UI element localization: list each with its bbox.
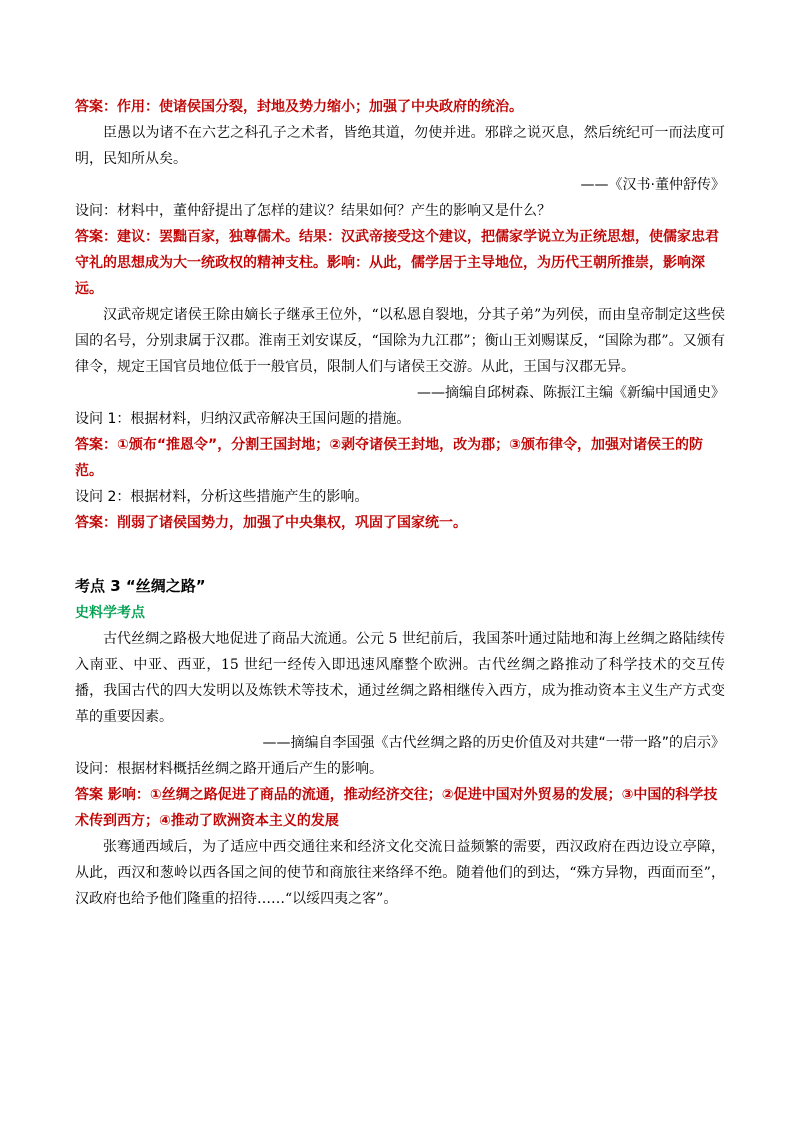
section-heading: 考点 3 “丝绸之路” [75, 577, 206, 595]
source-3: ——摘编自李国强《古代丝绸之路的历史价值及对共建“一带一路”的启示》 [262, 735, 725, 751]
material-3: 古代丝绸之路极大地促进了商品大流通。公元 5 世纪前后，我国茶叶通过陆地和海上丝绸之路陆续传入南亚、中亚、西亚，15 世纪一经传入即迅速风靡整个欧洲。古代丝绸之路推动了科学技术的交互传播，我国古代的四大发明以及炼铁术等技术，通过丝绸之路相继传入西方，成为推动资本主义生产方式变革的重要因素。 [75, 631, 725, 725]
answer-2: 答案：①颁布“推恩令”，分割王国封地；②剥夺诸侯王封地，改为郡；③颁布律令，加强对诸侯王的防范。 [75, 437, 703, 479]
source-1: ——《汉书·董仲舒传》 [580, 177, 725, 193]
answer-4: 答案 影响：①丝绸之路促进了商品的流通，推动经济交往；②促进中国对外贸易的发展；③中国的科学技术传到西方；④推动了欧洲资本主义的发展 [75, 787, 718, 829]
material-1: 臣愚以为诸不在六艺之科孔子之术者，皆绝其道，勿使并进。邪辟之说灭息，然后统纪可一而法度可明，民知所从矣。 [75, 125, 725, 167]
source-2: ——摘编自邱树森、陈振江主编《新编中国通史》 [417, 385, 725, 401]
question-2: 设问 1：根据材料，归纳汉武帝解决王国问题的措施。 [75, 411, 411, 427]
answer-1: 答案：建议：罢黜百家，独尊儒术。结果：汉武帝接受这个建议，把儒家学说立为正统思想，使儒家忠君守礼的思想成为大一统政权的精神支柱。影响：从此，儒学居于主导地位，为历代王朝所推崇，影响深远。 [75, 229, 719, 297]
answer-top: 答案：作用：使诸侯国分裂，封地及势力缩小；加强了中央政府的统治。 [75, 99, 523, 115]
question-4: 设问：根据材料概括丝绸之路开通后产生的影响。 [75, 761, 383, 777]
material-2: 汉武帝规定诸侯王除由嫡长子继承王位外，“以私恩自裂地，分其子弟”为列侯，而由皇帝制定这些侯国的名号，分别隶属于汉郡。淮南王刘安谋反，“国除为九江郡”；衡山王刘赐谋反，“国除为郡”。又颁有律令，规定王国官员地位低于一般官员，限制人们与诸侯王交游。从此，王国与汉郡无异。 [75, 307, 725, 375]
answer-3: 答案：削弱了诸侯国势力，加强了中央集权，巩固了国家统一。 [75, 515, 467, 531]
document-page [75, 94, 725, 912]
subheading: 史料学考点 [75, 605, 145, 621]
question-1: 设问：材料中，董仲舒提出了怎样的建议？结果如何？产生的影响又是什么？ [75, 203, 551, 219]
section-gap [75, 536, 725, 560]
question-3: 设问 2：根据材料，分析这些措施产生的影响。 [75, 489, 369, 505]
material-4: 张骞通西域后，为了适应中西交通往来和经济文化交流日益频繁的需要，西汉政府在西边设立亭障，从此，西汉和葱岭以西各国之间的使节和商旅往来络绎不绝。随着他们的到达，“殊方异物，西面而至”，汉政府也给予他们隆重的招待……“以绥四夷之客”。 [75, 839, 725, 907]
